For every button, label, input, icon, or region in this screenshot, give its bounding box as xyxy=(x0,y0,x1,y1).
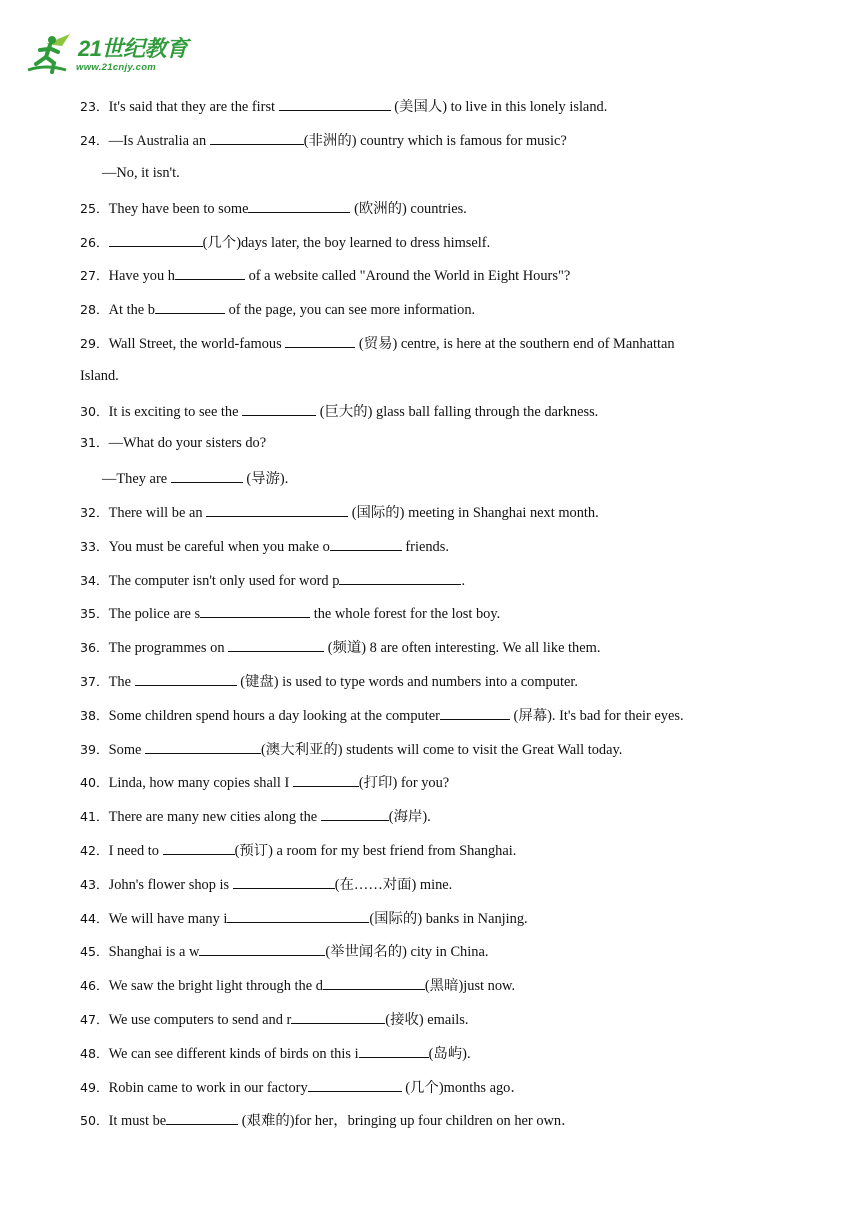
answer-blank[interactable] xyxy=(321,806,389,821)
question-27: 27．Have you h of a website called "Around the World in Eight Hours"? xyxy=(80,265,570,285)
question-25: 25．They have been to some (欧洲的) countries. xyxy=(80,198,467,218)
question-32: 32．There will be an (国际的) meeting in Shanghai next month. xyxy=(80,502,599,522)
question-23: 23．It's said that they are the first (美国人) to live in this lonely island. xyxy=(80,96,607,116)
answer-blank[interactable] xyxy=(339,570,461,585)
answer-blank[interactable] xyxy=(199,941,325,956)
question-46: 46．We saw the bright light through the d (黑暗)just now. xyxy=(80,975,515,995)
question-35: 35．The police are s the whole forest for the lost boy. xyxy=(80,603,500,623)
question-31-answer: —They are (导游). xyxy=(102,468,288,488)
logo xyxy=(26,30,196,80)
answer-blank[interactable] xyxy=(155,299,225,314)
question-37: 37．The (键盘) is used to type words and numbers into a computer. xyxy=(80,671,578,691)
answer-blank[interactable] xyxy=(323,975,425,990)
answer-blank[interactable] xyxy=(200,603,310,618)
question-49: 49．Robin came to work in our factory (几个)months ago． xyxy=(80,1077,525,1097)
answer-blank[interactable] xyxy=(279,96,391,111)
runner-logo-icon xyxy=(26,30,78,76)
question-33: 33．You must be careful when you make o friends. xyxy=(80,536,449,556)
question-30: 30．It is exciting to see the (巨大的) glass ball falling through the darkness. xyxy=(80,401,598,421)
answer-blank[interactable] xyxy=(166,1110,238,1125)
answer-blank[interactable] xyxy=(330,536,402,551)
question-44: 44．We will have many i (国际的) banks in Nanjing. xyxy=(80,908,528,928)
question-45: 45．Shanghai is a w (举世闻名的) city in China. xyxy=(80,941,488,961)
question-42: 42．I need to (预订) a room for my best friend from Shanghai. xyxy=(80,840,516,860)
answer-blank[interactable] xyxy=(145,739,261,754)
answer-blank[interactable] xyxy=(135,671,237,686)
answer-blank[interactable] xyxy=(285,333,355,348)
question-26: 26． (几个)days later, the boy learned to dress himself. xyxy=(80,232,490,252)
question-34: 34．The computer isn't only used for word p . xyxy=(80,570,465,590)
answer-blank[interactable] xyxy=(206,502,348,517)
answer-blank[interactable] xyxy=(227,908,369,923)
question-24: 24．—Is Australia an (非洲的) country which is famous for music? xyxy=(80,130,567,150)
question-28: 28．At the b of the page, you can see more information. xyxy=(80,299,475,319)
answer-blank[interactable] xyxy=(233,874,335,889)
logo-text: 21世纪教育 xyxy=(78,36,188,61)
answer-blank[interactable] xyxy=(210,130,304,145)
answer-blank[interactable] xyxy=(308,1077,402,1092)
logo-url: www.21cnjy.com xyxy=(76,62,157,73)
question-36: 36．The programmes on (频道) 8 are often interesting. We all like them. xyxy=(80,637,600,657)
question-43: 43．John's flower shop is (在……对面) mine. xyxy=(80,874,452,894)
question-39: 39．Some (澳大利亚的) students will come to visit the Great Wall today. xyxy=(80,739,622,759)
answer-blank[interactable] xyxy=(293,772,359,787)
answer-blank[interactable] xyxy=(228,637,324,652)
question-47: 47．We use computers to send and r (接收) emails. xyxy=(80,1009,468,1029)
answer-blank[interactable] xyxy=(242,401,316,416)
question-41: 41．There are many new cities along the (海岸). xyxy=(80,806,431,826)
question-29: 29．Wall Street, the world-famous (贸易) centre, is here at the southern end of Manhattan xyxy=(80,333,675,353)
question-24-answer: —No, it isn't. xyxy=(102,165,180,181)
question-40: 40．Linda, how many copies shall I (打印) for you? xyxy=(80,772,449,792)
answer-blank[interactable] xyxy=(248,198,350,213)
answer-blank[interactable] xyxy=(175,265,245,280)
question-31: 31．—What do your sisters do? xyxy=(80,435,267,451)
answer-blank[interactable] xyxy=(109,232,203,247)
answer-blank[interactable] xyxy=(291,1009,385,1024)
answer-blank[interactable] xyxy=(171,468,243,483)
question-50: 50．It must be (艰难的)for her，bringing up four children on her own． xyxy=(80,1110,576,1130)
answer-blank[interactable] xyxy=(440,705,510,720)
question-38: 38．Some children spend hours a day looking at the computer (屏幕). It's bad for their eyes. xyxy=(80,705,684,725)
answer-blank[interactable] xyxy=(359,1043,429,1058)
question-48: 48．We can see different kinds of birds on this i (岛屿). xyxy=(80,1043,471,1063)
question-29-continuation: Island. xyxy=(80,368,119,384)
answer-blank[interactable] xyxy=(163,840,235,855)
